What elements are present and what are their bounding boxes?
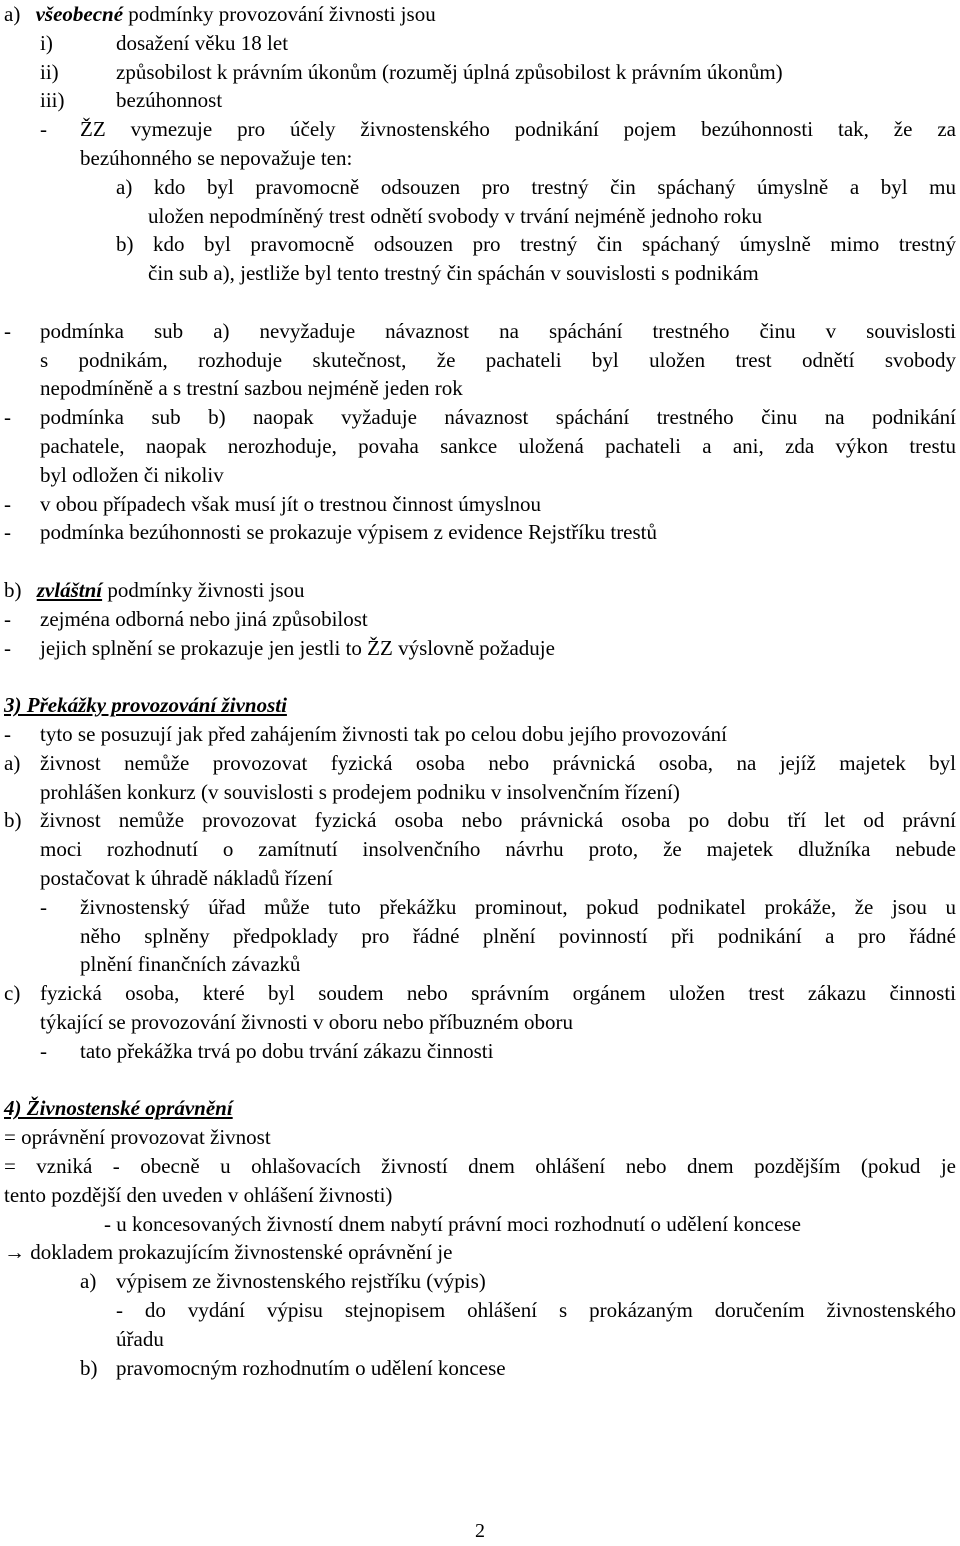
note-4-dash: - (4, 520, 11, 544)
page-number: 2 (475, 1520, 485, 1542)
obstacles-intro: tyto se posuzují jak před zahájením živnosti tak po celou dobu jejího provozování (40, 722, 728, 746)
licence-proof (4, 1238, 452, 1267)
special-item-2-dash: - (4, 636, 11, 660)
obstacles-intro-dash: - (4, 722, 11, 746)
obstacle-b-marker: b) (4, 808, 22, 832)
general-item-1-marker: i) (40, 31, 53, 55)
bezuhonnost-line-1: ŽZ vymezuje pro účely živnostenského podnikání pojem bezúhonnosti tak, že za (80, 117, 956, 141)
bezuhonnost-dash: - (40, 117, 47, 141)
licence-heading: 4) Živnostenské oprávnění (4, 1096, 233, 1120)
obstacle-b-note-dash: - (40, 895, 47, 919)
proof-a-marker: a) (80, 1269, 97, 1293)
sub-b-line-2: čin sub a), jestliže byl tento trestný čin spáchán v souvislosti s podnikám (148, 261, 759, 285)
proof-b: pravomocným rozhodnutím o udělení koncese (116, 1356, 506, 1380)
special-item-2: jejich splnění se prokazuje jen jestli to ŽZ výslovně požaduje (40, 636, 555, 660)
proof-a-note-line-2: úřadu (116, 1327, 164, 1351)
special-title-rest: podmínky živnosti jsou (102, 578, 305, 602)
obstacle-c-line-2: týkající se provozování živnosti v oboru nebo příbuzném oboru (40, 1010, 574, 1034)
obstacle-b-line-2: moci rozhodnutí o zamítnutí insolvenčního návrhu proto, že majetek dlužníka nebude (40, 837, 956, 861)
licence-definition-1: = oprávnění provozovat živnost (4, 1125, 271, 1149)
sub-a-line-2: uložen nepodmíněný trest odnětí svobody v trvání nejméně jednoho roku (148, 204, 763, 228)
note-1-line-1: podmínka sub a) nevyžaduje návaznost na spáchání trestného činu v souvislosti (40, 319, 956, 343)
arrow-right-icon: → (4, 1240, 25, 1264)
sub-b-line-1: b) kdo byl pravomocně odsouzen pro trestný čin spáchaný úmyslně mimo trestný (116, 232, 956, 256)
proof-a-note-line-1: - do vydání výpisu stejnopisem ohlášení s prokázaným doručením živnostenského (116, 1298, 956, 1322)
obstacle-c-line-1: fyzická osoba, které byl soudem nebo správním orgánem uložen trest zákazu činnosti (40, 981, 956, 1005)
note-1-dash: - (4, 319, 11, 343)
obstacle-a-marker: a) (4, 751, 21, 775)
special-marker: b) (4, 578, 22, 602)
sub-a-line-1: a) kdo byl pravomocně odsouzen pro trestný čin spáchaný úmyslně a byl mu (116, 175, 956, 199)
obstacles-heading: 3) Překážky provozování živnosti (4, 693, 287, 717)
note-2-line-3: byl odložen či nikoliv (40, 463, 224, 487)
obstacle-b-line-3: postačovat k úhradě nákladů řízení (40, 866, 333, 890)
note-3-line-1: v obou případech však musí jít o trestnou činnost úmyslnou (40, 492, 542, 516)
special-item-1-dash: - (4, 607, 11, 631)
note-4-line-1: podmínka bezúhonnosti se prokazuje výpisem z evidence Rejstříku trestů (40, 520, 658, 544)
note-1-line-2: s podnikám, rozhoduje skutečnost, že pachateli byl uložen trest odnětí svobody (40, 348, 956, 372)
obstacle-b-note-line-1: živnostenský úřad může tuto překážku prominout, pokud podnikatel prokáže, že jsou u (80, 895, 956, 919)
obstacle-c-marker: c) (4, 981, 21, 1005)
special-emphasis: zvláštní (36, 578, 103, 602)
general-marker: a) (4, 2, 21, 26)
obstacle-a-line-2: prohlášen konkurz (v souvislosti s prodejem podniku v insolvenčním řízení) (40, 780, 680, 804)
note-2-line-1: podmínka sub b) naopak vyžaduje návaznost spáchání trestného činu na podnikání (40, 405, 956, 429)
general-item-2: způsobilost k právním úkonům (rozuměj úplná způsobilost k právním úkonům) (116, 60, 783, 84)
bezuhonnost-line-2: bezúhonného se nepovažuje ten: (80, 146, 353, 170)
licence-definition-2-line-1: = vzniká - obecně u ohlašovacích živností dnem ohlášení nebo dnem pozdějším (pokud je (4, 1154, 956, 1178)
general-item-3-marker: iii) (40, 88, 65, 112)
obstacle-b-note-line-3: plnění finančních závazků (80, 952, 301, 976)
obstacle-c-note: tato překážka trvá po dobu trvání zákazu činnosti (80, 1039, 494, 1063)
note-1-line-3: nepodmíněně a s trestní sazbou nejméně jeden rok (40, 376, 463, 400)
general-item-3: bezúhonnost (116, 88, 223, 112)
general-title-rest: podmínky provozování živnosti jsou (123, 2, 436, 26)
general-emphasis: všeobecné (35, 2, 124, 26)
obstacle-c-note-dash: - (40, 1039, 47, 1063)
proof-b-marker: b) (80, 1356, 98, 1380)
proof-a: výpisem ze živnostenského rejstříku (výpis) (116, 1269, 486, 1293)
special-item-1: zejména odborná nebo jiná způsobilost (40, 607, 368, 631)
note-3-dash: - (4, 492, 11, 516)
obstacle-b-line-1: živnost nemůže provozovat fyzická osoba nebo právnická osoba po dobu tří let od právní (40, 808, 956, 832)
licence-definition-2-line-2: tento pozdější den uveden v ohlášení živnosti) (4, 1183, 393, 1207)
general-heading (4, 0, 436, 29)
licence-definition-2-cont: - u koncesovaných živností dnem nabytí právní moci rozhodnutí o udělení koncese (104, 1212, 801, 1236)
special-heading (4, 576, 305, 605)
general-item-2-marker: ii) (40, 60, 59, 84)
note-2-line-2: pachatele, naopak nerozhoduje, povaha sankce uložená pachateli a ani, zda výkon trestu (40, 434, 956, 458)
licence-proof-text: dokladem prokazujícím živnostenské oprávnění je (25, 1240, 453, 1264)
general-item-1: dosažení věku 18 let (116, 31, 289, 55)
obstacle-a-line-1: živnost nemůže provozovat fyzická osoba nebo právnická osoba, na jejíž majetek byl (40, 751, 956, 775)
note-2-dash: - (4, 405, 11, 429)
obstacle-b-note-line-2: něho splněny předpoklady pro řádné plnění povinností při podnikání a pro řádné (80, 924, 956, 948)
